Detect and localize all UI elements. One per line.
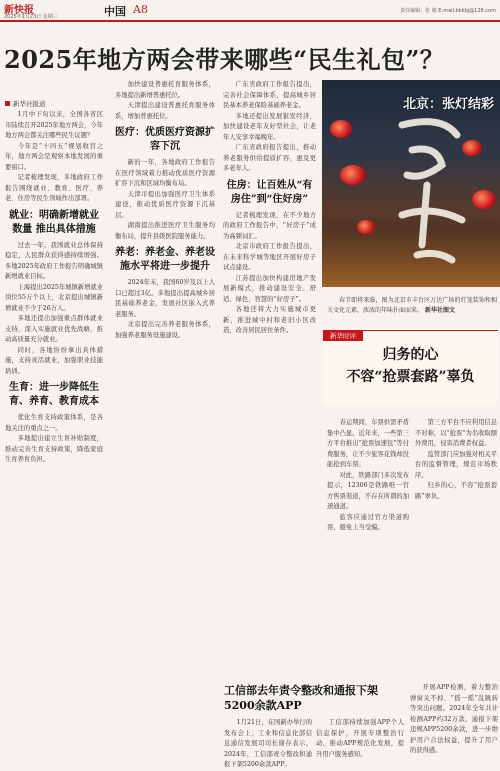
photo-caption (327, 296, 497, 315)
photo-title: 北京：张灯结彩 (402, 97, 494, 112)
paragraph: 广东省政府工作报告提出，完善社会保障体系，提高城乡居民基本养老保险基础养老金。 (223, 81, 316, 109)
byline-text: 新华社报道 (13, 100, 46, 108)
paragraph: 多地提出建立生育补贴制度，推动完善生育支持政策，降低家庭生育养育负担。 (5, 435, 103, 463)
paragraph: 湖南提出推进医疗卫生服务均衡布局，提升县级医院服务能力。 (115, 222, 215, 240)
newspaper-logo: 新快报 (4, 5, 34, 16)
editor-info: 责任编辑：张 敏 E-mail:bkkbj@126.com (400, 8, 496, 14)
photo-credit: 新华社图文 (424, 306, 455, 314)
commentary-banner (323, 330, 498, 405)
commentary-title: 不容“抢票套路”辜负 (346, 369, 475, 385)
paragraph: 旅客应通过官方渠道购票，避免上当受骗。 (327, 513, 409, 531)
main-headline: 2025年地方两会带来哪些“民生礼包”？ (4, 45, 445, 74)
paragraph: 新的一年，各地政府工作报告在医疗领域着力推动优质医疗资源扩容下沉和区域均衡布局。 (115, 159, 215, 187)
subheading-elderly: 养老：养老金、养老设施水平将进一步提升 (115, 247, 215, 272)
paragraph: 北京市政府工作报告提出，在未来科学城等地区开展好房子试点建设。 (223, 243, 316, 271)
article-column-2 (115, 80, 215, 751)
commentary-tag: 新华时评 (323, 331, 363, 341)
paragraph: 监管部门应加强对相关平台的监督管理，规范市场秩序。 (415, 450, 497, 479)
paragraph: 第三方平台不应利用信息不对称，以“抢票”为名收取额外费用，侵害消费者权益。 (415, 419, 498, 447)
paragraph: 春运期间，车票供需矛盾集中凸显。近年来，一些第三方平台推出“抢票加速包”等付费服务，让不少旅客花钱却没能抢到车票。 (327, 419, 410, 468)
commentary-column-2 (415, 418, 497, 678)
paragraph: 上海提出2025年城镇新增就业岗位55万个以上，北京提出城镇新增就业不少于26万人。 (5, 283, 103, 312)
paragraph: 加快建设普惠托育服务体系，多地提出新增普惠托位。 (115, 81, 215, 99)
issue-date: 2025年1月23日 星期三 (4, 14, 58, 20)
subheading-housing: 住房：让百姓从“有房住”到“住好房” (226, 179, 313, 205)
paragraph: 过去一年，我国就业总体保持稳定，人民群众获得感持续增强。多地2025年政府工作报告明确城镇新增就业目标。 (5, 241, 103, 280)
paragraph: 多地还提出发展银发经济，加快建设老年友好型社会，让老年人安享幸福晚年。 (223, 112, 316, 141)
paragraph: 归乡的心，不容“抢票套路”辜负。 (415, 482, 497, 500)
subheading-employment: 就业：明确新增就业数量 推出具体措施 (9, 209, 99, 235)
paragraph: 各地还将大力实施城市更新，推进城中村和老旧小区改造，改善居民居住条件。 (223, 306, 316, 334)
paragraph: 1月中下旬以来，全国各省区市陆续召开2025年地方两会，今年地方两会都关注哪些民生议题？ (5, 111, 103, 139)
app-column-2 (316, 718, 404, 758)
paragraph: 同时，各地纷纷拿出具体措施，支持灵活就业，加强职业技能培训。 (5, 346, 103, 375)
page-number: A8 (133, 3, 148, 16)
paragraph: 江苏提出加快构建房地产发展新模式，推动建设安全、舒适、绿色、智慧的“好房子”。 (223, 274, 316, 303)
paragraph: 开展APP检测，着力整治弹窗关不掉、“摇一摇”乱跳转等突出问题。2024年全年共计检测APP约32万款，通报下架违规APP5200余款，进一步维护用户合法权益，提升了用户的获得感。 (410, 684, 498, 754)
lantern-icon (340, 165, 366, 185)
paragraph: 北京提出完善养老服务体系，加强养老服务设施建设。 (115, 321, 215, 339)
paragraph: 工信部持续加强APP个人信息保护，开展专项整治行动，推动APP规范化发展，提升用户服务感知。 (316, 719, 404, 758)
app-column-3 (410, 683, 498, 754)
article-column-3 (223, 80, 316, 751)
paragraph: 广东省政府报告提出，推动养老服务供给提质扩容，惠及更多老年人。 (223, 144, 316, 172)
lantern-icon (330, 120, 352, 138)
paragraph: 多地还提出加强重点群体就业支持，深入实施就业优先战略，推动高质量充分就业。 (5, 315, 103, 343)
paragraph: 记者梳理发现，多地政府工作报告围绕就业、教育、医疗、养老、住房等民生领域作出部署。 (5, 174, 103, 202)
app-column-1 (224, 718, 312, 768)
caption-text: 春节即将来临，图为北京市丰台区万达广场的灯笼装饰和相关文化元素，浓浓的年味扑面而来。 (327, 297, 497, 314)
section-name: 中国 (104, 5, 126, 18)
calligraphy-decoration-icon (382, 105, 472, 265)
lantern-icon (472, 190, 496, 209)
byline (5, 99, 46, 108)
paragraph: 天津提出建设普惠托育服务体系，增加普惠托位。 (115, 102, 215, 120)
paragraph: 2024年末，我国60岁及以上人口已超过3亿。多地提出提高城乡居民基础养老金，发展社区嵌入式养老服务。 (115, 279, 215, 318)
square-icon (5, 101, 10, 106)
article-column-1 (5, 110, 103, 751)
paragraph: 优化生育支持政策体系，是各地关注的重点之一。 (5, 414, 103, 432)
paragraph: 对此，铁路部门多次发布提示，12306是铁路唯一官方售票渠道，不存在所谓的加速通道。 (327, 471, 409, 510)
paragraph: 今年是“十四五”规划收官之年，地方两会是观察本地发展的重要窗口。 (5, 142, 103, 171)
app-headline: 工信部去年责令整改和通报下架5200余款APP (224, 684, 378, 712)
commentary-subtitle: 归务的心 (382, 347, 439, 363)
news-photo (322, 80, 500, 287)
page-header (0, 0, 500, 22)
paragraph: 天津市提出加强医疗卫生体系建设，推动优质医疗资源下沉基层。 (115, 190, 215, 219)
subheading-birth: 生育：进一步降低生育、养育、教育成本 (9, 382, 99, 407)
paragraph: 记者梳理发现，在不少地方的政府工作报告中，“好房子”成为高频词汇。 (223, 211, 316, 240)
paragraph: 1月21日，在国新办举行的发布会上，工业和信息化部信息通信发展司司长谢存表示，2024年，工信部责令整改和通报下架5200余款APP。 (224, 719, 312, 768)
commentary-column-1 (327, 418, 409, 678)
subheading-medical: 医疗：优质医疗资源扩容下沉 (115, 127, 215, 152)
